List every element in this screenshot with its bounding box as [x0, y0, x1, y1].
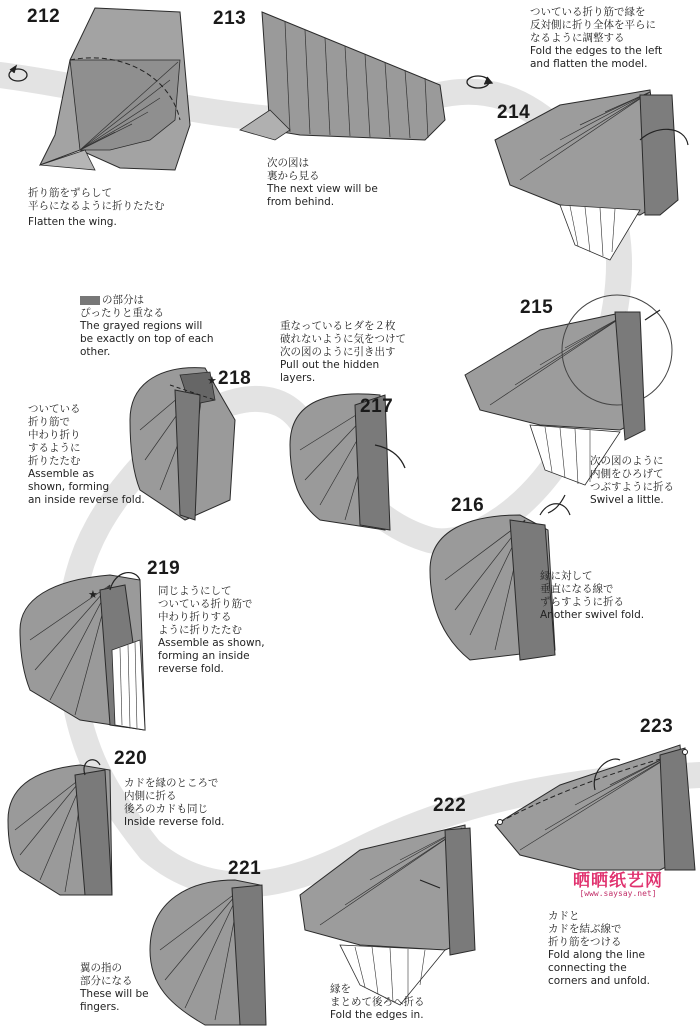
caption-221: 翼の指の 部分になる These will be fingers. [80, 962, 149, 1013]
caption-220: カドを縁のところで 内側に折る 後ろのカドも同じ Inside reverse fold. [124, 777, 225, 828]
watermark [548, 866, 688, 898]
watermark-title: 晒晒纸艺网 [573, 871, 663, 891]
wing-215 [465, 312, 640, 430]
step-number-219: 219 [147, 558, 181, 579]
caption-215: 次の図のように 内側をひろげて つぶすように折る Swivel a little. [590, 455, 674, 506]
grayed-swatch [80, 296, 100, 305]
watermark-url: [www.saysay.net] [579, 889, 657, 898]
step-number-216: 216 [451, 495, 485, 516]
caption-216: 縁に対して 垂直になる線で ずらすように折る Another swivel fold. [540, 570, 645, 621]
caption-218: ついている 折り筋で 中わり折り するように 折りたたむ Assemble as shown, forming an inside reverse fold. [28, 403, 145, 506]
step-219-figure [20, 573, 145, 730]
star-marker-219: ★ [88, 588, 98, 601]
arrow-216 [540, 504, 570, 515]
caption-213: 次の図は 裏から見る The next view will be from behind. [267, 157, 378, 208]
caption-219: 同じようにして ついている折り筋で 中わり折りする ように折りたたむ Assemble as shown, forming an inside reverse fold. [158, 585, 265, 675]
wing-222 [300, 825, 470, 950]
step-213-figure [240, 12, 445, 140]
caption-223: カドと カドを結ぶ線で 折り筋をつける Fold along the line connecting the corners and unfold. [548, 910, 651, 987]
arrow-215 [645, 310, 660, 320]
caption-grayed-note: の部分は ぴったりと重なる The grayed regions will be exactly on top of each other. [80, 294, 214, 358]
step-number-220: 220 [114, 748, 148, 769]
body-214 [640, 95, 678, 215]
step-number-212: 212 [27, 6, 61, 27]
caption-222: 縁を まとめて後ろへ折る Fold the edges in. [330, 983, 425, 1021]
step-number-222: 222 [433, 795, 467, 816]
step-number-217: 217 [360, 396, 394, 417]
step-number-218: 218 [218, 368, 252, 389]
caption-214: ついている折り筋で縁を 反対側に折り全体を平らに なるように調整する Fold the edges to the left and flatten the model. [530, 6, 663, 70]
step-number-214: 214 [497, 102, 531, 123]
step-223-figure [495, 745, 695, 870]
step-220-figure [8, 760, 112, 895]
step-218-figure [130, 368, 235, 520]
corner-dot-223b [683, 750, 688, 755]
step-number-215: 215 [520, 297, 554, 318]
caption-217: 重なっているヒダを２枚 破れないように気をつけて 次の図のように引き出す Pull out the hidden layers. [280, 320, 406, 384]
caption-212: 折り筋をずらして 平らになるように折りたたむ Flatten the wing. [28, 187, 165, 228]
star-marker-218: ★ [207, 374, 217, 387]
step-number-213: 213 [213, 8, 247, 29]
body-222 [445, 828, 475, 955]
step-number-223: 223 [640, 716, 674, 737]
step-number-221: 221 [228, 858, 262, 879]
corner-dot-223 [498, 820, 503, 825]
step-221-figure [150, 880, 266, 1025]
